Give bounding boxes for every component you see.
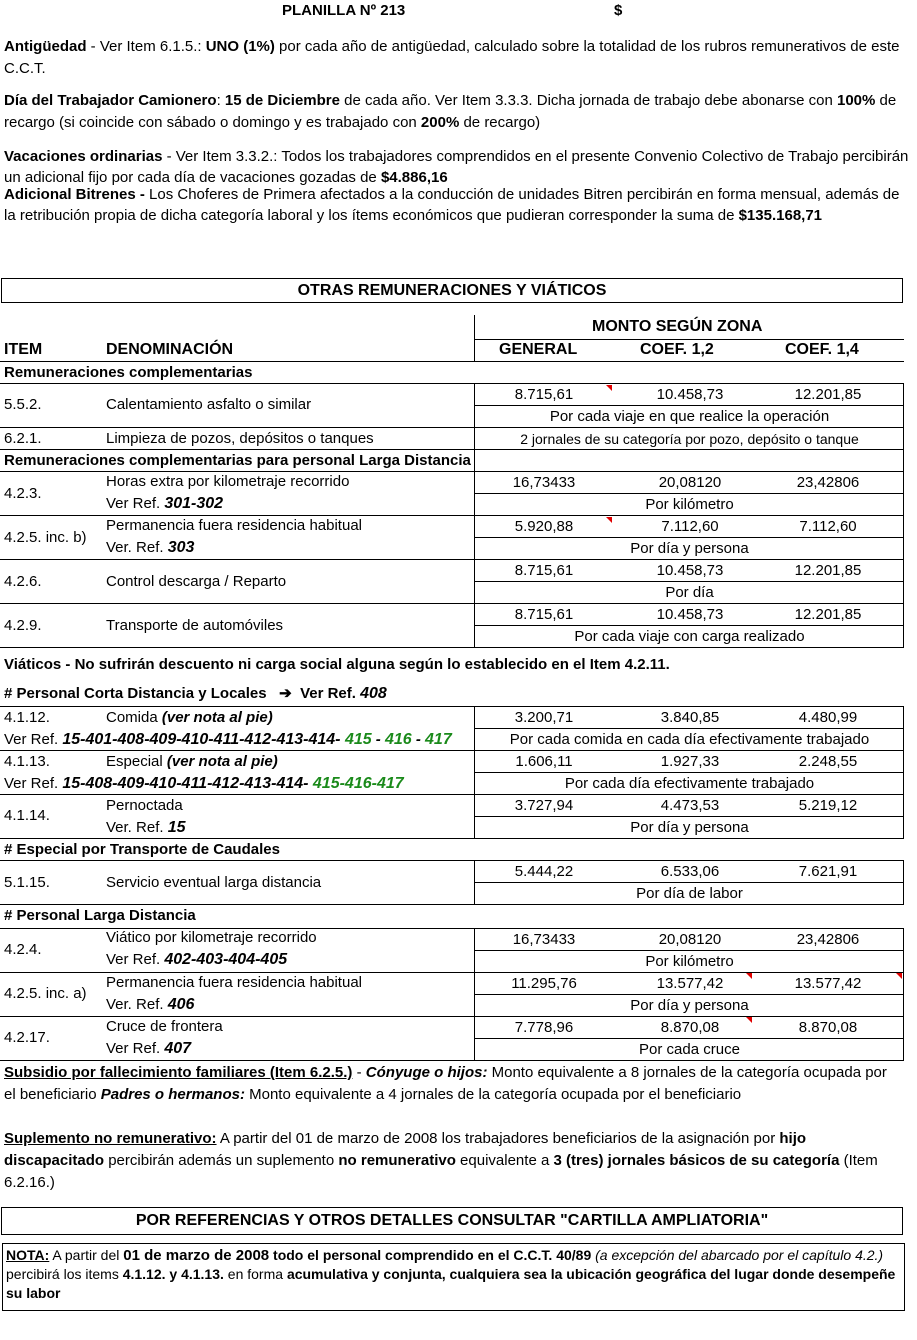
col-coef14-header: COEF. 1,4 xyxy=(785,341,859,358)
dia-trabajador-paragraph: Día del Trabajador Camionero: 15 de Diciembre de cada año. Ver Item 3.3.3. Dicha jornada de trabajo debe abonarse con 100% de recargo (si coincide con sábado o domingo y es trabajado con 200% de recargo) xyxy=(4,92,897,131)
vacaciones-paragraph: Vacaciones ordinarias - Ver Item 3.3.2.: Todos los trabajadores comprendidos en el presente Convenio Colectivo de Trabajo percibirán un adicional fijo por cada día de vacaciones gozadas de $4.886,16 xyxy=(4,148,909,186)
comment-marker xyxy=(746,1017,752,1023)
monto-zona-header: MONTO SEGÚN ZONA xyxy=(592,318,763,335)
table-title: OTRAS REMUNERACIONES Y VIÁTICOS xyxy=(1,278,903,303)
currency-symbol: $ xyxy=(614,2,623,19)
section-larga-distancia: # Personal Larga Distancia xyxy=(4,907,196,924)
col-denominacion-header: DENOMINACIÓN xyxy=(106,341,234,358)
section-corta-distancia: # Personal Corta Distancia y Locales ➔ Ver Ref. 408 xyxy=(4,685,387,702)
suplemento-paragraph: Suplemento no remunerativo: A partir del 01 de marzo de 2008 los trabajadores beneficiarios de la asignación por hijo discapacitado percibirán además un suplemento no remunerativo equivalente a 3 (tres) jornales básicos de su categoría (Item 6.2.16.) xyxy=(4,1130,878,1191)
antiguedad-paragraph: Antigüedad - Ver Item 6.1.5.: UNO (1%) por cada año de antigüedad, calculado sobre la totalidad de los rubros remunerativos de este C.C.T. xyxy=(4,38,900,77)
section-remuneraciones: Remuneraciones complementarias xyxy=(4,364,253,381)
comment-marker xyxy=(896,973,902,979)
bitrenes-paragraph: Adicional Bitrenes - Los Choferes de Primera afectados a la conducción de unidades Bitren percibirán en forma mensual, además de la retribución propia de dicha categoría laboral y los ítems económicos que pudieran corresponder la suma de $135.168,71 xyxy=(4,186,900,224)
referencias-banner: POR REFERENCIAS Y OTROS DETALLES CONSULTAR "CARTILLA AMPLIATORIA" xyxy=(1,1207,903,1235)
col-general-header: GENERAL xyxy=(499,341,578,358)
viaticos-title: Viáticos - No sufrirán descuento ni carga social alguna según lo establecido en el Item 4.2.11. xyxy=(4,656,670,673)
col-item-header: ITEM xyxy=(4,341,43,358)
section-remuneraciones-larga-distancia: Remuneraciones complementarias para personal Larga Distancia xyxy=(4,452,471,469)
comment-marker xyxy=(606,385,612,391)
col-coef12-header: COEF. 1,2 xyxy=(640,341,714,358)
page-title: PLANILLA Nº 213 xyxy=(282,2,406,19)
subsidio-paragraph: Subsidio por fallecimiento familiares (Item 6.2.5.) - Cónyuge o hijos: Monto equivalente a 8 jornales de la categoría ocupada por el beneficiario Padres o hermanos: Monto equivalente a 4 jornales de la categoría ocupada por el beneficiario xyxy=(4,1064,887,1103)
section-caudales: # Especial por Transporte de Caudales xyxy=(4,841,280,858)
comment-marker xyxy=(746,973,752,979)
nota-box: NOTA: A partir del 01 de marzo de 2008 todo el personal comprendido en el C.C.T. 40/89 (a excepción del abarcado por el capítulo 4.2.) percibirá los items 4.1.12. y 4.1.13. en forma acumulativa y conjunta, cualquiera sea la ubicación geográfica del lugar donde desempeñe su labor xyxy=(2,1243,905,1311)
arrow-icon: ➔ xyxy=(279,685,292,702)
comment-marker xyxy=(606,517,612,523)
